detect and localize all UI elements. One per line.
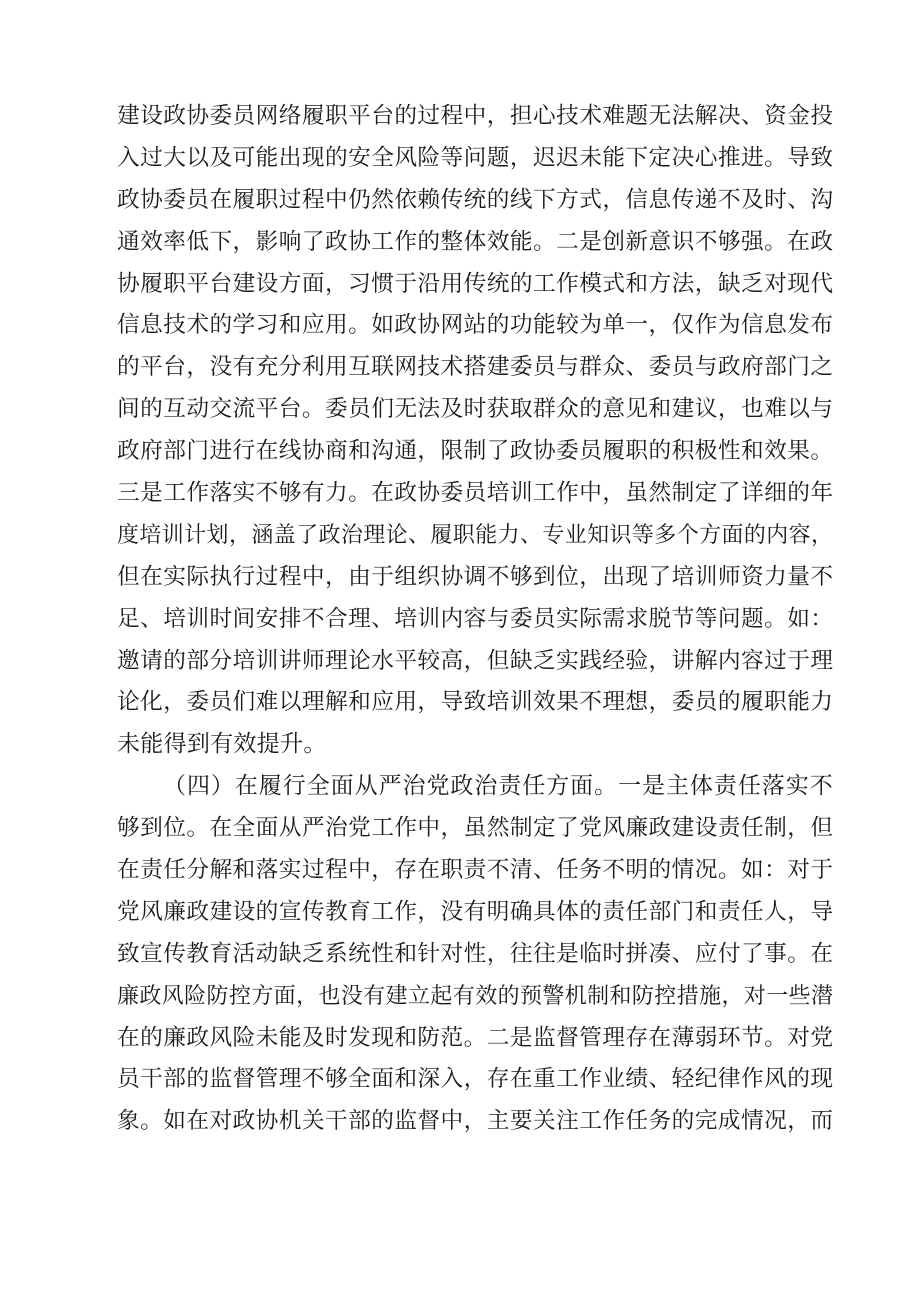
text-line: 在责任分解和落实过程中，存在职责不清、任务不明的情况。如：对于 xyxy=(117,857,833,884)
text-line: 通效率低下，影响了政协工作的整体效能。二是创新意识不够强。在政 xyxy=(117,228,833,255)
text-line: 间的互动交流平台。委员们无法及时获取群众的意见和建议，也难以与 xyxy=(117,396,833,423)
text-line: 在的廉政风险未能及时发现和防范。二是监督管理存在薄弱环节。对党 xyxy=(117,1024,833,1051)
body-text xyxy=(117,96,833,1143)
text-line: 协履职平台建设方面，习惯于沿用传统的工作模式和方法，缺乏对现代 xyxy=(117,270,833,297)
text-line: 建设政协委员网络履职平台的过程中，担心技术难题无法解决、资金投 xyxy=(117,103,833,129)
text-line: 象。如在对政协机关干部的监督中，主要关注工作任务的完成情况，而 xyxy=(117,1108,833,1135)
text-line: 政府部门进行在线协商和沟通，限制了政协委员履职的积极性和效果。 xyxy=(117,438,833,465)
text-line: 但在实际执行过程中，由于组织协调不够到位，出现了培训师资力量不 xyxy=(117,563,833,590)
text-line: 足、培训时间安排不合理、培训内容与委员实际需求脱节等问题。如： xyxy=(117,605,833,632)
text-line: 的平台，没有充分利用互联网技术搭建委员与群众、委员与政府部门之 xyxy=(117,354,833,381)
text-line: 员干部的监督管理不够全面和深入，存在重工作业绩、轻纪律作风的现 xyxy=(117,1066,833,1093)
paragraph-2 xyxy=(117,766,833,1143)
text-line: 党风廉政建设的宣传教育工作，没有明确具体的责任部门和责任人，导 xyxy=(117,898,833,925)
text-line: 政协委员在履职过程中仍然依赖传统的线下方式，信息传递不及时、沟 xyxy=(117,186,833,213)
section-heading-line: （四）在履行全面从严治党政治责任方面。一是主体责任落实不 xyxy=(163,773,833,800)
text-line: 度培训计划，涵盖了政治理论、履职能力、专业知识等多个方面的内容， xyxy=(117,522,833,548)
text-line: 邀请的部分培训讲师理论水平较高，但缺乏实践经验，讲解内容过于理 xyxy=(117,647,833,674)
text-line: 入过大以及可能出现的安全风险等问题，迟迟未能下定决心推进。导致 xyxy=(117,144,833,171)
text-line: 廉政风险防控方面，也没有建立起有效的预警机制和防控措施，对一些潜 xyxy=(117,983,833,1009)
text-line: 致宣传教育活动缺乏系统性和针对性，往往是临时拼凑、应付了事。在 xyxy=(117,940,833,967)
paragraph-1 xyxy=(117,96,833,766)
text-line: 未能得到有效提升。 xyxy=(117,731,327,758)
text-line: 够到位。在全面从严治党工作中，虽然制定了党风廉政建设责任制，但 xyxy=(117,815,833,842)
text-line: 论化，委员们难以理解和应用，导致培训效果不理想，委员的履职能力 xyxy=(117,689,833,716)
text-line: 信息技术的学习和应用。如政协网站的功能较为单一，仅作为信息发布 xyxy=(117,312,833,339)
text-line: 三是工作落实不够有力。在政协委员培训工作中，虽然制定了详细的年 xyxy=(117,480,833,507)
